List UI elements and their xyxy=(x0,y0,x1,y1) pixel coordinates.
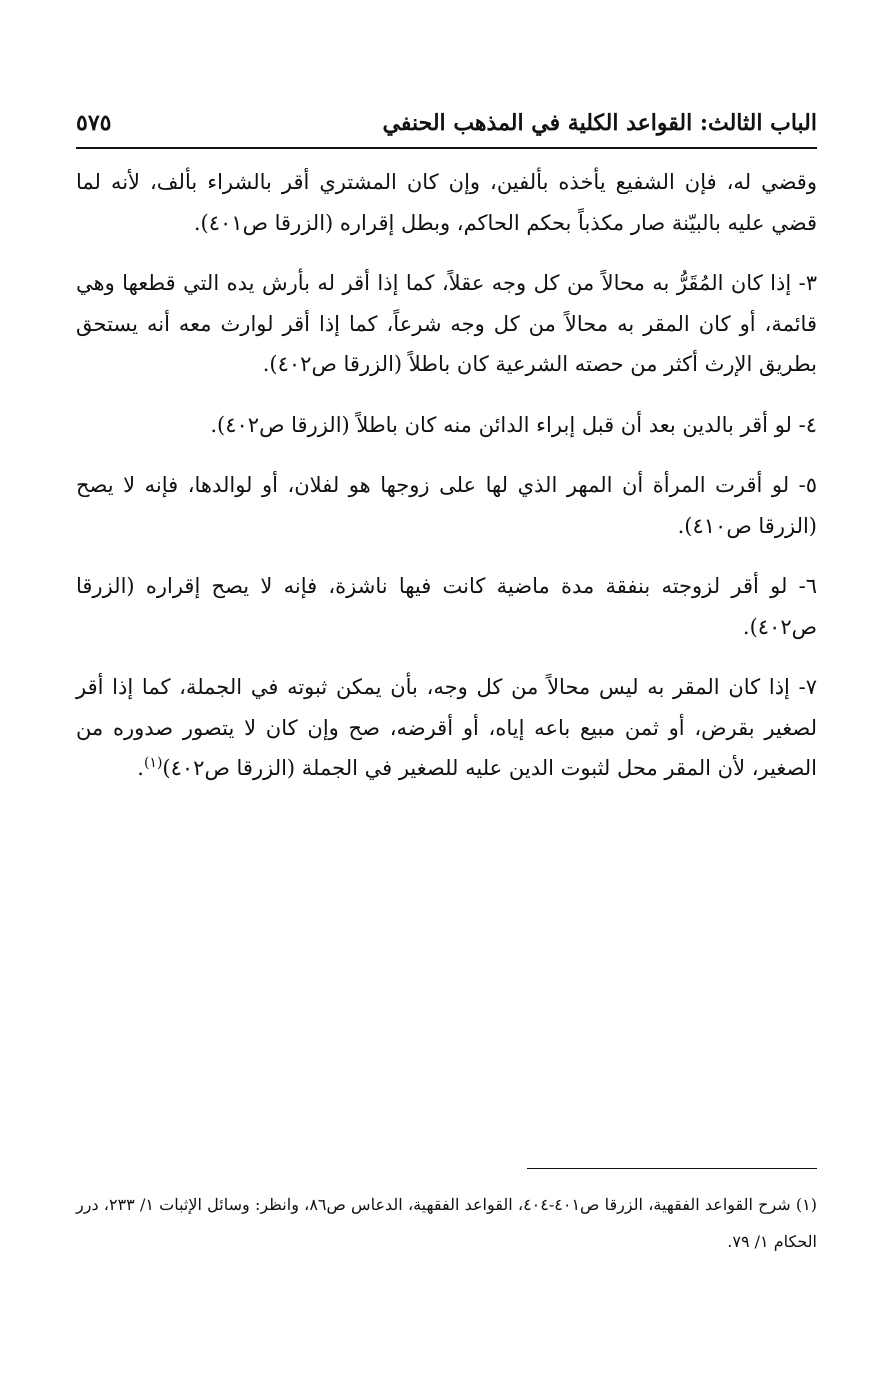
paragraph-text: ٤- لو أقر بالدين بعد أن قبل إبراء الدائن منه كان باطلاً (الزرقا ص٤٠٢). xyxy=(210,412,817,437)
running-header xyxy=(76,96,817,136)
paragraph-continuation xyxy=(76,162,817,243)
chapter-title: الباب الثالث: القواعد الكلية في المذهب الحنفي xyxy=(382,110,817,136)
main-text xyxy=(76,162,817,809)
paragraph-text: ٣- إذا كان المُقَرُّ به محالاً من كل وجه عقلاً، كما إذا أقر له بأرش يده التي قطعها وهي قائمة، أو كان المقر به محالاً من كل وجه شرعاً، كما إذا أقر لوارث معه أنه يستحق بطريق الإرث أكثر من حصته الشرعية كان باطلاً (الزرقا ص٤٠٢). xyxy=(76,271,817,376)
page-number: ٥٧٥ xyxy=(76,110,112,136)
paragraph-item-4 xyxy=(76,405,817,446)
paragraph-item-6 xyxy=(76,566,817,647)
footnote-divider xyxy=(527,1168,817,1169)
paragraph-text: ٥- لو أقرت المرأة أن المهر الذي لها على زوجها هو لفلان، أو لوالدها، فإنه لا يصح (الزرقا ص٤١٠). xyxy=(76,473,817,538)
paragraph-text: وقضي له، فإن الشفيع يأخذه بألفين، وإن كان المشتري أقر بالشراء بألف، لأنه لما قضي عليه بالبيّنة صار مكذباً بحكم الحاكم، وبطل إقراره (الزرقا ص٤٠١). xyxy=(76,170,817,235)
paragraph-tail: . xyxy=(137,756,144,780)
paragraph-text: ٦- لو أقر لزوجته بنفقة مدة ماضية كانت فيها ناشزة، فإنه لا يصح إقراره (الزرقا ص٤٠٢). xyxy=(76,574,817,639)
paragraph-item-3 xyxy=(76,263,817,385)
footnote-text: (١) شرح القواعد الفقهية، الزرقا ص٤٠١-٤٠٤، القواعد الفقهية، الدعاس ص٨٦، وانظر: وسائل الإثبات ١/ ٢٣٣، درر الحكام ١/ ٧٩. xyxy=(76,1195,818,1251)
header-divider xyxy=(76,147,817,149)
paragraph-item-5 xyxy=(76,465,817,546)
paragraph-item-7 xyxy=(76,667,817,789)
paragraph-text: ٧- إذا كان المقر به ليس محالاً من كل وجه، بأن يمكن ثبوته في الجملة، كما إذا أقر لصغير بقرض، أو ثمن مبيع باعه إياه، أو أقرضه، صح وإن كان لا يتصور صدوره من الصغير، لأن المقر محل لثبوت الدين عليه للصغير في الجملة (الزرقا ص٤٠٢) xyxy=(76,675,817,780)
footnote-marker[interactable]: (١) xyxy=(143,755,163,771)
footnote xyxy=(76,1186,817,1260)
